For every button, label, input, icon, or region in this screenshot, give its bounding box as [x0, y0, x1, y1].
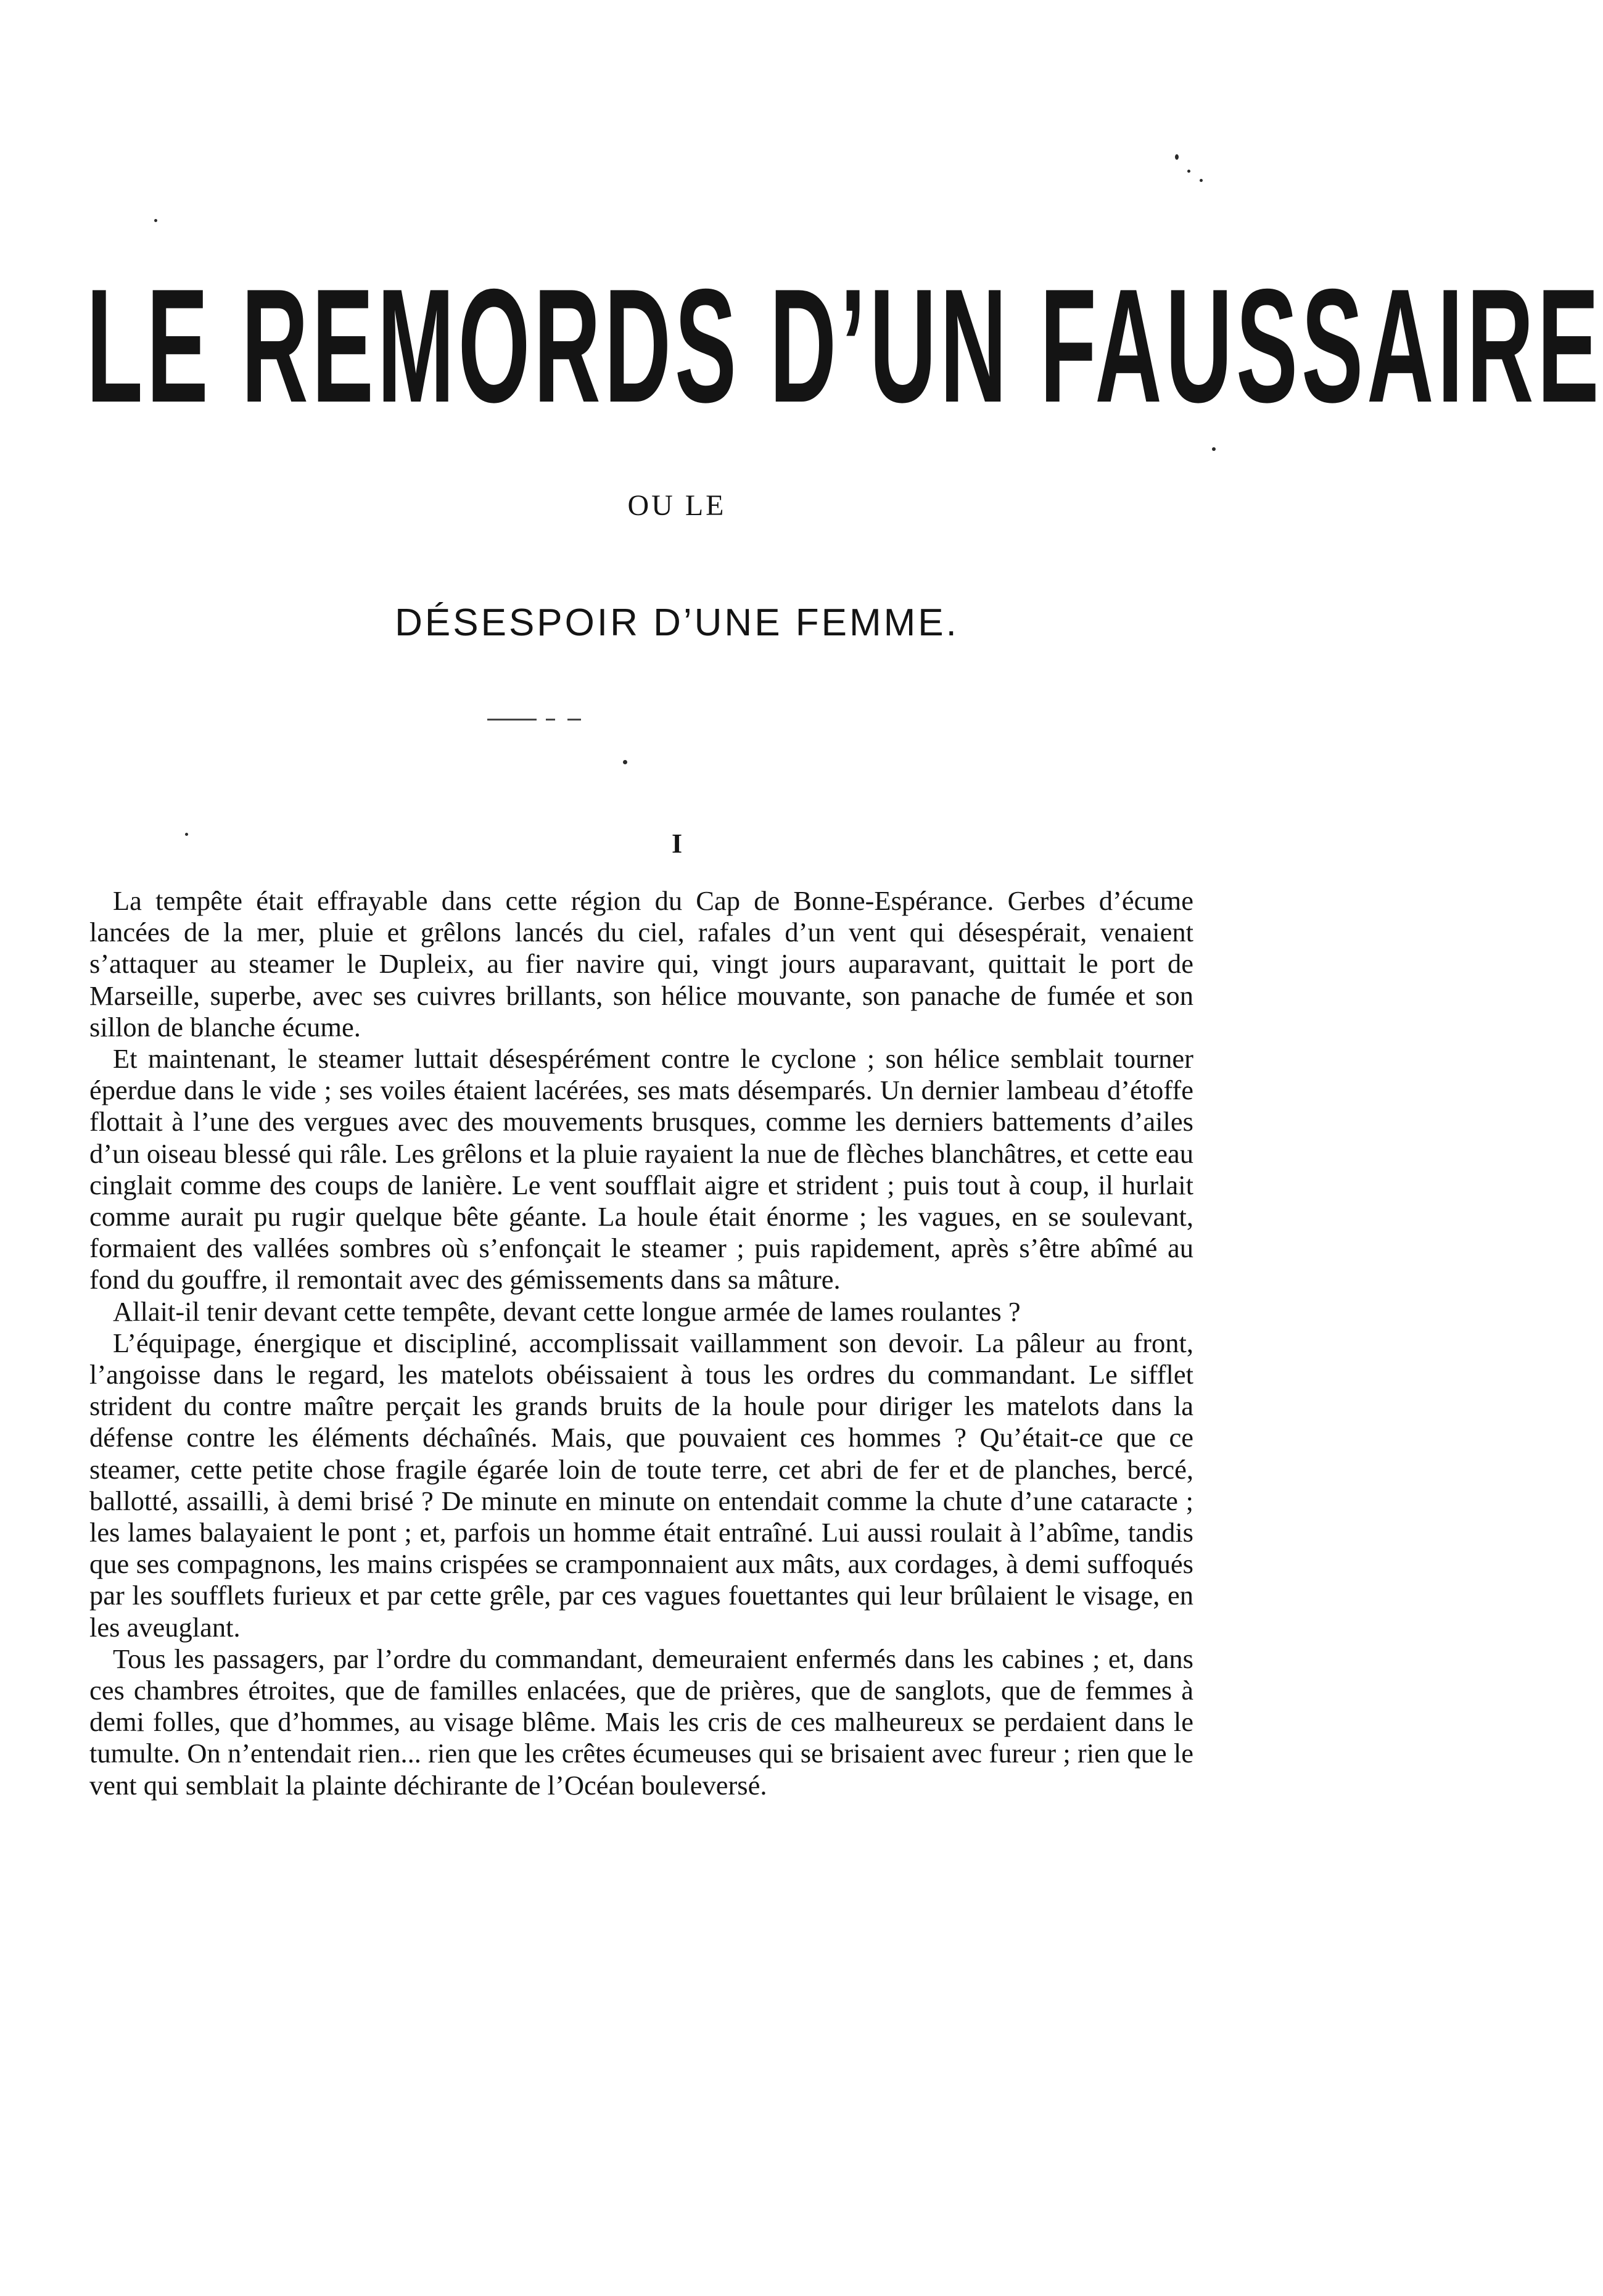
paragraph: Tous les passagers, par l’ordre du commandant, demeuraient enfermés dans les cabines ; et, dans ces chambres étroites, que de familles enlacées, que de prières, que de sanglots, que de femmes à demi folles, que d’hommes, au visage blême. Mais les cris de ces malheureux se perdaient dans le tumulte. On n’entendait rien... rien que les crêtes écumeuses qui se brisaient avec fureur ; rien que le vent qui semblait la plainte déchirante de l’Océan bouleversé. — [89, 1643, 1193, 1801]
paragraph: Allait-il tenir devant cette tempête, devant cette longue armée de lames roulantes ? — [113, 1295, 1021, 1327]
decorative-rule — [487, 719, 537, 721]
paragraph: Et maintenant, le steamer luttait désespérément contre le cyclone ; son hélice semblait tourner éperdue dans le vide ; ses voiles étaient lacérées, ses mats désemparés. Un dernier lambeau d’étoffe flottait à l’une des vergues avec des mouvements brusques, comme les derniers battements d’ailes d’un oiseau blessé qui râle. Les grêlons et la pluie rayaient la nue de flèches blanchâtres, et cette eau cinglait comme des coups de lanière. Le vent soufflait aigre et strident ; puis tout à coup, il hurlait comme aurait pu rugir quelque bête géante. La houle était énorme ; les vagues, en se soulevant, formaient des vallées sombres où s’enfonçait le steamer ; puis rapidement, après s’être abîmé au fond du gouffre, il remontait avec des gémissements dans sa mâture. — [89, 1043, 1193, 1295]
paragraph: La tempête était effrayable dans cette région du Cap de Bonne-Espérance. Gerbes d’écume lancées de la mer, pluie et grêlons lancés du ciel, rafales d’un vent qui désespérait, venaient s’attaquer au steamer le Dupleix, au fier navire qui, vingt jours auparavant, quittait le port de Marseille, superbe, avec ses cuivres brillants, son hélice mouvante, son panache de fumée et son sillon de blanche écume. — [89, 885, 1193, 1043]
decorative-rule — [546, 719, 555, 721]
chapter-number: I — [671, 828, 683, 859]
decorative-rule — [567, 719, 581, 721]
chapter-body — [89, 885, 1193, 1801]
subtitle-connector: OU LE — [627, 489, 727, 522]
print-speck — [623, 760, 627, 764]
print-speck — [1200, 179, 1203, 182]
print-speck — [1175, 154, 1179, 160]
paragraph: L’équipage, énergique et discipliné, accomplissait vaillamment son devoir. La pâleur au front, l’angoisse dans le regard, les matelots obéissaient à tous les ordres du commandant. Le sifflet strident du contre maître perçait les grands bruits de la houle pour diriger les matelots dans la défense contre les éléments déchaînés. Mais, que pouvaient ces hommes ? Qu’était-ce que ce steamer, cette petite chose fragile égarée loin de toute terre, cet abri de fer et de planches, bercé, ballotté, assailli, à demi brisé ? De minute en minute on entendait comme la chute d’une cataracte ; les lames balayaient le pont ; et, parfois un homme était entraîné. Lui aussi roulait à l’abîme, tandis que ses compagnons, les mains crispées se cramponnaient aux mâts, aux cordages, à demi suffoqués par les soufflets furieux et par cette grêle, par ces vagues fouettantes qui leur brûlaient le visage, en les aveuglant. — [89, 1327, 1193, 1643]
book-title: LE REMORDS D’UN FAUSSAIRE — [86, 255, 1603, 436]
print-speck — [1187, 170, 1190, 173]
subtitle: DÉSESPOIR D’UNE FEMME. — [395, 601, 959, 644]
